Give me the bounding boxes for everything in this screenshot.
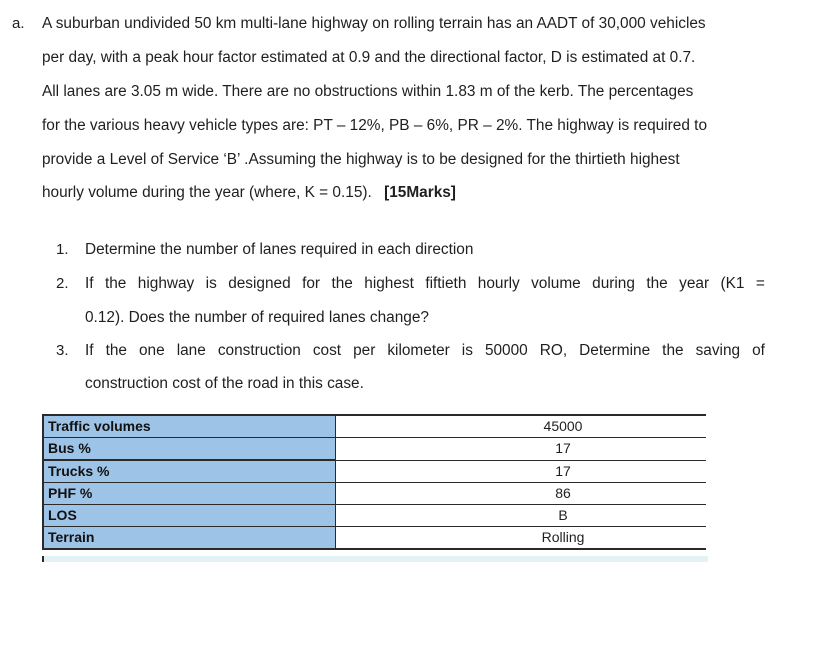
paragraph-line: provide a Level of Service ‘B’ .Assuming the highway is to be designed for the thirtieth highest <box>42 151 680 168</box>
word: the <box>105 342 127 359</box>
word: (K1 <box>720 275 745 292</box>
word: year <box>679 275 710 292</box>
word: = <box>755 275 765 292</box>
word: per <box>353 342 376 359</box>
paragraph-line-last <box>42 183 456 203</box>
sub-question-number: 2. <box>56 275 69 292</box>
word: is <box>205 275 217 292</box>
row-value: 17 <box>336 460 707 483</box>
paragraph-line: for the various heavy vehicle types are: PT – 12%, PB – 6%, PR – 2%. The highway is required to <box>42 117 707 134</box>
word: the <box>662 342 684 359</box>
sub-question-text: 0.12). Does the number of required lanes change? <box>85 309 429 326</box>
paragraph-line: A suburban undivided 50 km multi-lane highway on rolling terrain has an AADT of 30,000 vehicles <box>42 15 706 32</box>
row-label: PHF % <box>43 483 336 505</box>
word: cost <box>312 342 342 359</box>
row-label: Terrain <box>43 527 336 550</box>
word: lane <box>176 342 206 359</box>
word: the <box>646 275 668 292</box>
row-value: 45000 <box>336 415 707 438</box>
word: construction <box>217 342 301 359</box>
table-row <box>43 527 706 550</box>
word: volume <box>531 275 581 292</box>
table-row <box>43 483 706 505</box>
word: is <box>461 342 473 359</box>
sub-question-number: 1. <box>56 241 69 258</box>
word: Determine <box>579 342 651 359</box>
row-value: 86 <box>336 483 707 505</box>
question-marker: a. <box>12 15 25 32</box>
paragraph-line: per day, with a peak hour factor estimated at 0.9 and the directional factor, D is estimated at 0.7. <box>42 49 696 66</box>
word: RO, <box>539 342 568 359</box>
row-value: B <box>336 505 707 527</box>
sub-question-text: construction cost of the road in this case. <box>85 375 364 392</box>
sub-question-text-justified <box>85 341 765 361</box>
row-label: Bus % <box>43 438 336 461</box>
row-label: Trucks % <box>43 460 336 483</box>
word: If <box>85 342 94 359</box>
table-footer-strip <box>42 556 708 562</box>
word: one <box>139 342 165 359</box>
row-label: Traffic volumes <box>43 415 336 438</box>
paragraph-text: hourly volume during the year (where, K = 0.15). <box>42 184 372 201</box>
word: fiftieth <box>425 275 467 292</box>
table-row <box>43 415 706 438</box>
paragraph-line: All lanes are 3.05 m wide. There are no obstructions within 1.83 m of the kerb. The percentages <box>42 83 694 100</box>
marks-label: [15Marks] <box>384 184 456 201</box>
word: highest <box>364 275 414 292</box>
word: hourly <box>477 275 520 292</box>
word: 50000 <box>484 342 528 359</box>
word: designed <box>228 275 291 292</box>
word: the <box>331 275 353 292</box>
word: saving <box>695 342 741 359</box>
word: kilometer <box>387 342 450 359</box>
table-row <box>43 438 706 461</box>
word: the <box>104 275 127 292</box>
table-row <box>43 505 706 527</box>
row-value: 17 <box>336 438 707 461</box>
row-label: LOS <box>43 505 336 527</box>
word: of <box>752 342 765 359</box>
word: for <box>302 275 321 292</box>
data-table <box>42 414 706 550</box>
table-row <box>43 460 706 483</box>
word: highway <box>137 275 195 292</box>
word: during <box>592 275 635 292</box>
sub-question-number: 3. <box>56 342 69 359</box>
word: If <box>85 275 94 292</box>
row-value: Rolling <box>336 527 707 550</box>
sub-question-text-justified <box>85 274 765 294</box>
sub-question-text: Determine the number of lanes required in each direction <box>85 241 474 258</box>
